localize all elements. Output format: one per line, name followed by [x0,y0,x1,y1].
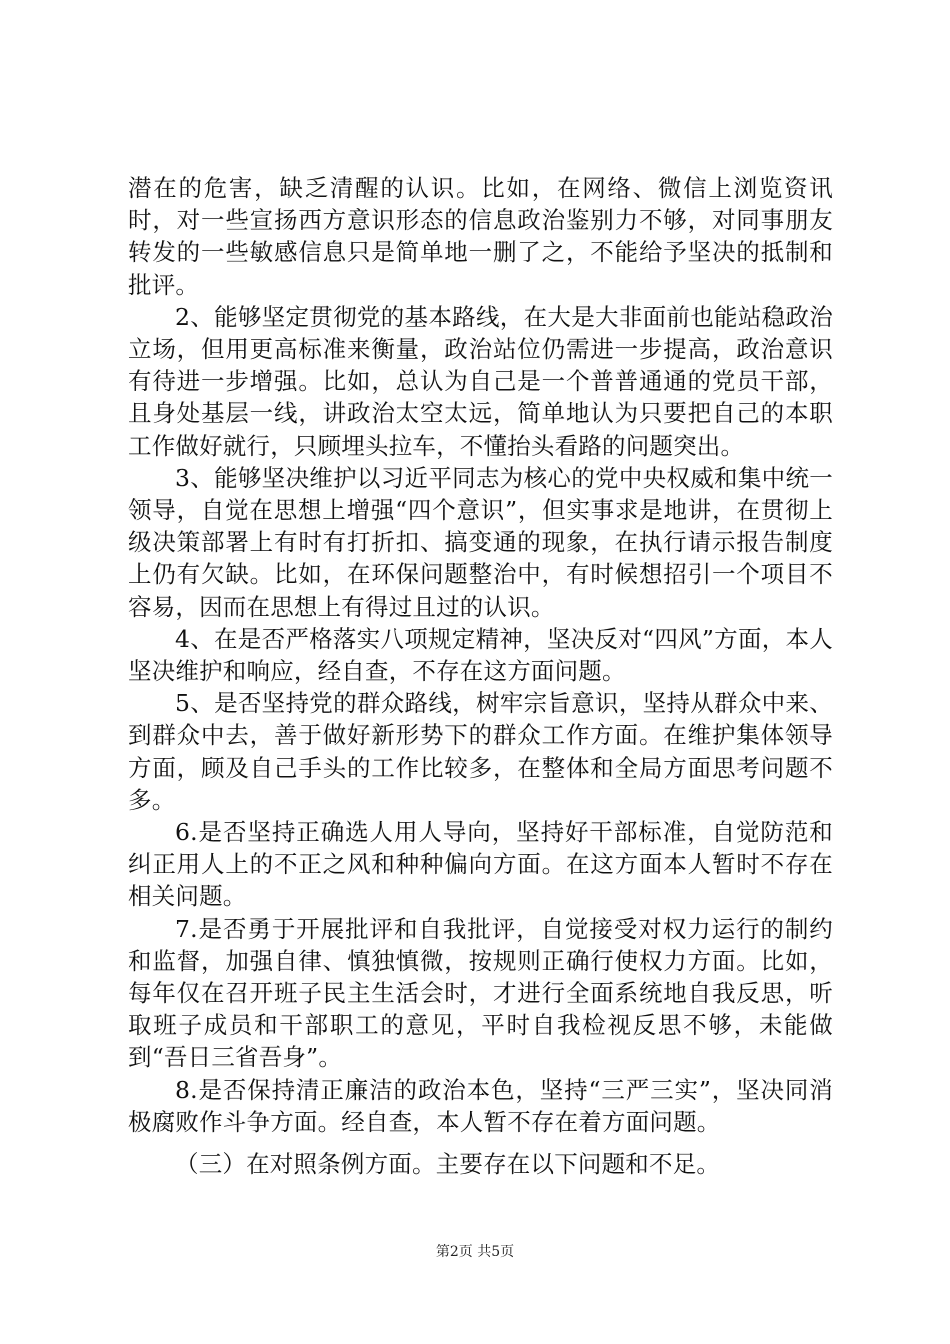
paragraph-item-7: 7.是否勇于开展批评和自我批评，自觉接受对权力运行的制约和监督，加强自律、慎独慎微，按规则正确行使权力方面。比如，每年仅在召开班子民主生活会时，才进行全面系统地自我反思，听取班子成员和干部职工的意见，平时自我检视反思不够，未能做到“吾日三省吾身”。 [128,914,833,1072]
page-footer: 第2页 共5页 [435,1244,515,1260]
paragraph-item-2: 2、能够坚定贯彻党的基本路线，在大是大非面前也能站稳政治立场，但用更高标准来衡量，政治站位仍需进一步提高，政治意识有待进一步增强。比如，总认为自己是一个普普通通的党员干部，且身处基层一线，讲政治太空太远，简单地认为只要把自己的本职工作做好就行，只顾埋头拉车，不懂抬头看路的问题突出。 [128,302,833,460]
document-body [128,172,833,1138]
paragraph-item-8: 8.是否保持清正廉洁的政治本色，坚持“三严三实”，坚决同消极腐败作斗争方面。经自查，本人暂不存在着方面问题。 [128,1075,833,1136]
paragraph-item-3: 3、能够坚决维护以习近平同志为核心的党中央权威和集中统一领导，自觉在思想上增强“四个意识”，但实事求是地讲，在贯彻上级决策部署上有时有打折扣、搞变通的现象，在执行请示报告制度上仍有欠缺。比如，在环保问题整治中，有时候想招引一个项目不容易，因而在思想上有得过且过的认识。 [128,463,833,621]
paragraph-continuation: 潜在的危害，缺乏清醒的认识。比如，在网络、微信上浏览资讯时，对一些宣扬西方意识形态的信息政治鉴别力不够，对同事朋友转发的一些敏感信息只是简单地一删了之，不能给予坚决的抵制和批评。 [128,174,833,299]
section-heading: （三）在对照条例方面。主要存在以下问题和不足。 [175,1150,721,1178]
paragraph-item-5: 5、是否坚持党的群众路线，树牢宗旨意识，坚持从群众中来、到群众中去，善于做好新形势下的群众工作方面。在维护集体领导方面，顾及自己手头的工作比较多，在整体和全局方面思考问题不多。 [128,689,833,814]
paragraph-item-6: 6.是否坚持正确选人用人导向，坚持好干部标准，自觉防范和纠正用人上的不正之风和种种偏向方面。在这方面本人暂时不存在相关问题。 [128,818,833,911]
paragraph-item-4: 4、在是否严格落实八项规定精神，坚决反对“四风”方面，本人坚决维护和响应，经自查，不存在这方面问题。 [128,624,833,686]
